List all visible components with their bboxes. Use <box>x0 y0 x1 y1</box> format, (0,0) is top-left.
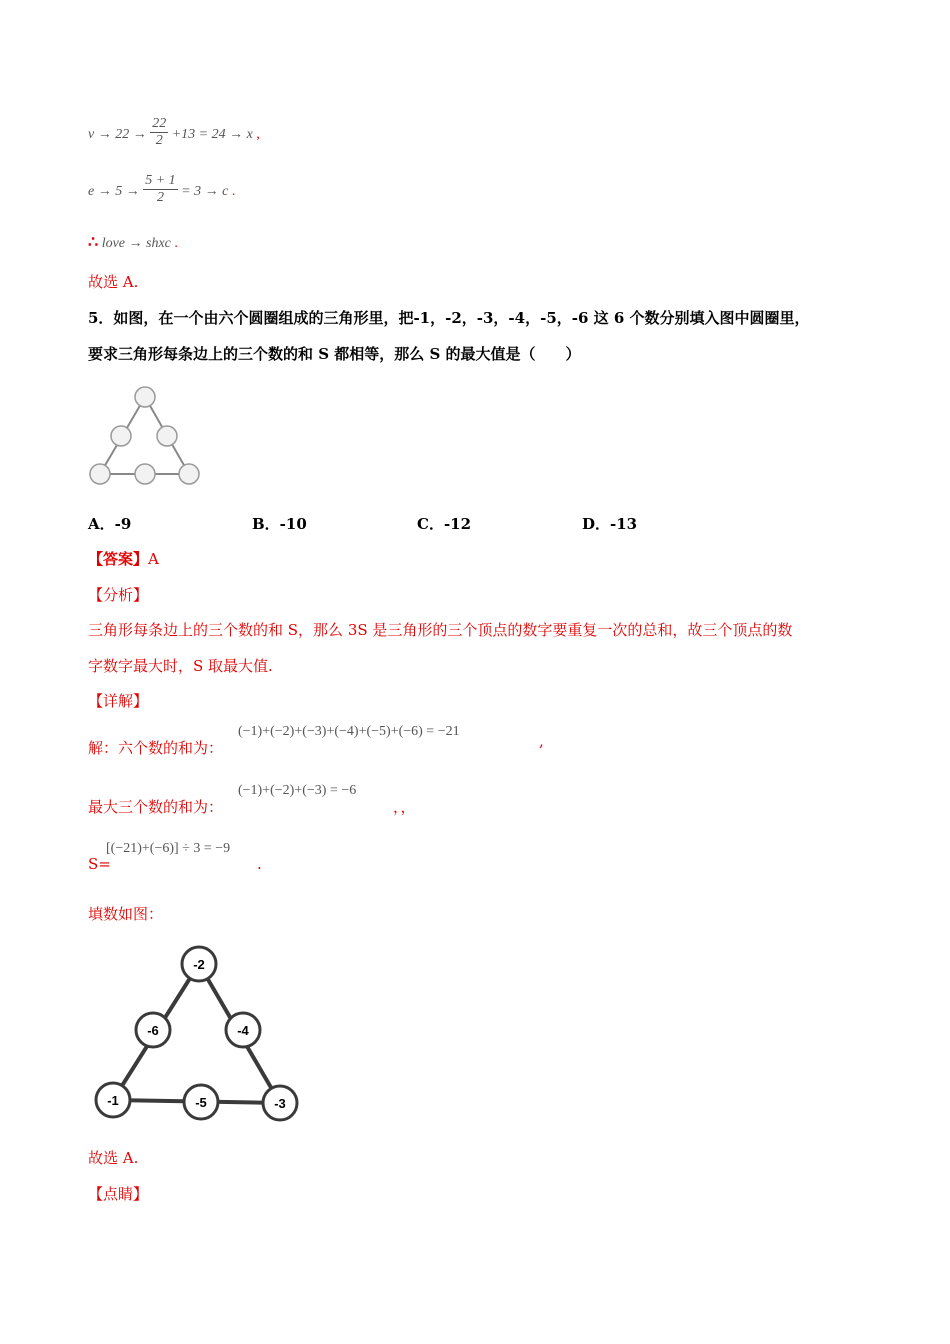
number: 22 <box>115 127 130 142</box>
node-top <box>182 947 216 981</box>
s-expression: [(−21)+(−6)] ÷ 3 = −9 <box>106 841 231 856</box>
node-label: -1 <box>107 1093 119 1108</box>
empty-circle <box>157 426 177 446</box>
v-var: v <box>88 127 95 142</box>
node-bottom-mid <box>184 1085 218 1119</box>
period: . <box>231 184 236 199</box>
arrow: → <box>97 184 112 199</box>
option-d: D．-13 <box>582 515 638 533</box>
equation-rest: +13 = 24 <box>171 127 226 142</box>
fraction-numerator: 22 <box>152 116 167 132</box>
empty-circle <box>111 426 131 446</box>
analysis-line-1: 三角形每条边上的三个数的和 S，那么 3S 是三角形的三个顶点的数字要重复一次的总和，故三个顶点的数 <box>88 621 793 639</box>
s-end: . <box>257 855 262 873</box>
c-var: c <box>222 184 229 199</box>
node-bottom-left <box>96 1083 130 1117</box>
node-label: -5 <box>195 1095 207 1110</box>
fraction <box>150 116 168 149</box>
number: 5 <box>115 184 123 199</box>
fraction-denominator: 2 <box>156 190 164 206</box>
fraction-denominator: 2 <box>155 133 163 149</box>
equation-rest: = 3 <box>181 184 202 199</box>
therefore-line <box>88 232 178 255</box>
detail-tag: 【详解】 <box>88 692 149 710</box>
answer-tag: 【答案】 <box>88 550 149 568</box>
node-right-mid <box>226 1013 260 1047</box>
e-equation <box>88 175 235 215</box>
arrow: → <box>125 184 140 199</box>
node-label: -4 <box>237 1023 249 1038</box>
answer-value: A <box>148 550 159 568</box>
max-three-end: ，， <box>393 798 416 816</box>
fraction-numerator: 5 + 1 <box>145 173 176 189</box>
arrow: → <box>229 127 244 142</box>
choose-answer-2: 故选 A. <box>88 1149 139 1167</box>
therefore-symbol: ∴ <box>88 234 99 251</box>
empty-circle <box>179 464 199 484</box>
answer-line <box>88 548 159 569</box>
shxc-word: shxc <box>146 236 171 251</box>
fill-label: 填数如图： <box>88 905 164 923</box>
question-line-1: 5．如图，在一个由六个圆圈组成的三角形里，把-1，-2，-3，-4，-5，-6 这 6 个数分别填入图中圆圈里， <box>88 309 810 327</box>
option-b: B．-10 <box>252 515 307 533</box>
sum-six-end: , <box>539 732 544 750</box>
empty-circle <box>135 387 155 407</box>
node-left-mid <box>136 1013 170 1047</box>
node-label: -6 <box>147 1023 159 1038</box>
love-word: love <box>101 236 126 251</box>
arrow: → <box>128 236 143 251</box>
analysis-line-2: 字数字最大时，S 取最大值. <box>88 657 273 675</box>
x-var: x <box>246 127 253 142</box>
choose-answer: 故选 A. <box>88 273 139 291</box>
empty-circle <box>90 464 110 484</box>
empty-circle <box>135 464 155 484</box>
comment-tag: 【点睛】 <box>88 1185 149 1203</box>
filled-triangle-figure <box>88 940 303 1125</box>
question-line-2: 要求三角形每条边上的三个数的和 S 都相等，那么 S 的最大值是（ ） <box>88 345 581 363</box>
max-three-expression: (−1)+(−2)+(−3) = −6 <box>238 783 357 798</box>
arrow: → <box>132 127 147 142</box>
v-equation <box>88 118 260 158</box>
option-c: C．-12 <box>417 515 472 533</box>
arrow: → <box>204 184 219 199</box>
e-var: e <box>88 184 95 199</box>
node-label: -3 <box>274 1096 286 1111</box>
sum-six-label: 解：六个数的和为： <box>88 739 224 757</box>
option-a: A．-9 <box>88 515 132 533</box>
s-label: S= <box>88 855 111 873</box>
comma: , <box>256 127 260 142</box>
node-label: -2 <box>193 957 205 972</box>
max-three-label: 最大三个数的和为： <box>88 798 224 816</box>
fraction <box>143 173 177 206</box>
period: . <box>174 236 178 251</box>
node-bottom-right <box>263 1086 297 1120</box>
empty-triangle-figure <box>88 384 203 490</box>
sum-six-expression: (−1)+(−2)+(−3)+(−4)+(−5)+(−6) = −21 <box>238 724 460 739</box>
arrow: → <box>97 127 112 142</box>
analysis-tag: 【分析】 <box>88 586 149 604</box>
